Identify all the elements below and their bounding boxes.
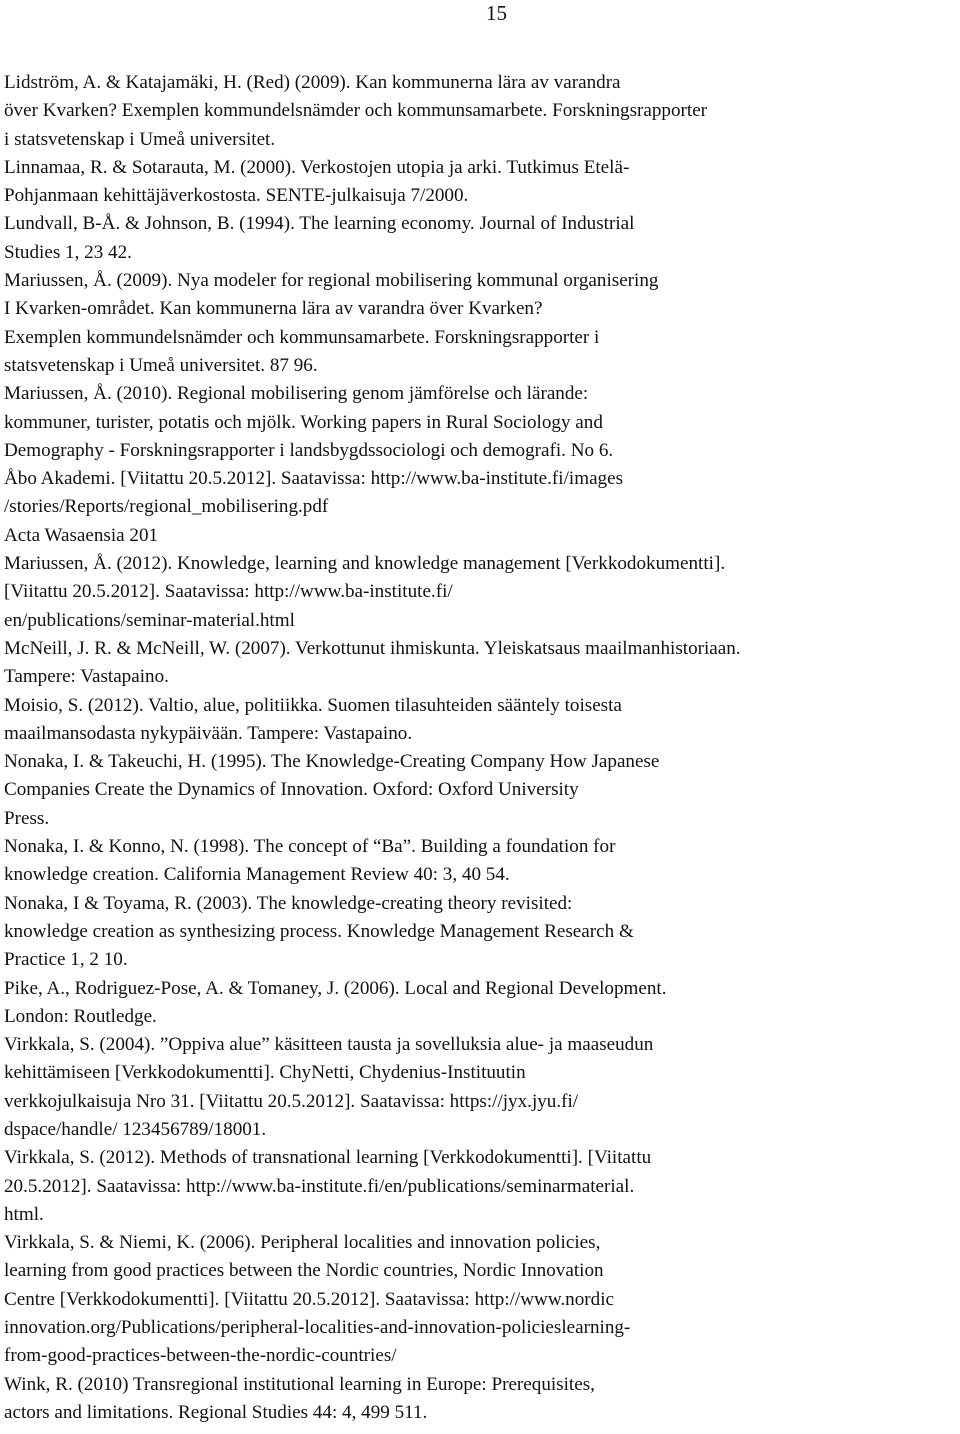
reference-line: maailmansodasta nykypäivään. Tampere: Vastapaino. [4,722,413,744]
reference-line: Virkkala, S. (2012). Methods of transnational learning [Verkkodokumentti]. [Viitattu [4,1147,652,1169]
reference-line: knowledge creation. California Management Review 40: 3, 40 54. [4,864,510,886]
reference-line: London: Routledge. [4,1005,157,1027]
reference-line: Studies 1, 23 42. [4,241,132,263]
ref-nonaka-1998 [4,833,960,890]
reference-line: Pike, A., Rodriguez-Pose, A. & Tomaney, J. (2006). Local and Regional Development. [4,977,667,999]
reference-line: knowledge creation as synthesizing process. Knowledge Management Research & [4,920,634,942]
reference-line: Companies Create the Dynamics of Innovation. Oxford: Oxford University [4,779,579,801]
ref-virkkala-2006 [4,1229,960,1370]
reference-line: Pohjanmaan kehittäjäverkostosta. SENTE-julkaisuja 7/2000. [4,185,469,207]
reference-line: innovation.org/Publications/peripheral-localities-and-innovation-policieslearning- [4,1317,631,1339]
reference-line: dspace/handle/ 123456789/18001. [4,1118,267,1140]
reference-line: Mariussen, Å. (2010). Regional mobilisering genom jämförelse och lärande: [4,383,589,405]
reference-line: learning from good practices between the Nordic countries, Nordic Innovation [4,1260,604,1282]
ref-linnamaa-2000 [4,154,960,211]
reference-line: över Kvarken? Exemplen kommundelsnämder och kommunsamarbete. Forskningsrapporter [4,100,708,122]
page-number: 15 [486,1,507,25]
ref-virkkala-2012 [4,1144,960,1229]
reference-line: I Kvarken-området. Kan kommunerna lära av varandra över Kvarken? [4,298,543,320]
ref-mariussen-2010 [4,380,960,550]
reference-line: Nonaka, I & Toyama, R. (2003). The knowledge-creating theory revisited: [4,892,573,914]
reference-line: Tampere: Vastapaino. [4,666,169,688]
ref-moisio-2012 [4,692,960,749]
reference-line: Practice 1, 2 10. [4,949,128,971]
reference-line: Åbo Akademi. [Viitattu 20.5.2012]. Saatavissa: http://www.ba-institute.fi/images [4,468,624,490]
ref-mariussen-2009 [4,267,960,380]
reference-line: i statsvetenskap i Umeå universitet. [4,128,276,150]
reference-line: Mariussen, Å. (2012). Knowledge, learning and knowledge management [Verkkodokumentti]. [4,553,726,575]
ref-pike-2006 [4,975,960,1032]
ref-nonaka-1995 [4,748,960,833]
reference-line: Exemplen kommundelsnämder och kommunsamarbete. Forskningsrapporter i [4,326,600,348]
ref-virkkala-2004 [4,1031,960,1144]
ref-mcneill-2007 [4,635,960,692]
ref-lundvall-1994 [4,210,960,267]
reference-line: Centre [Verkkodokumentti]. [Viitattu 20.5.2012]. Saatavissa: http://www.nordic [4,1288,614,1310]
ref-lidstrom-2009 [4,69,960,154]
reference-list [4,69,960,1427]
reference-line: Nonaka, I. & Konno, N. (1998). The concept of “Ba”. Building a foundation for [4,836,616,858]
reference-line: en/publications/seminar-material.html [4,609,295,631]
reference-line: html. [4,1203,44,1225]
reference-line: from-good-practices-between-the-nordic-countries/ [4,1345,397,1367]
reference-line: Lidström, A. & Katajamäki, H. (Red) (2009). Kan kommunerna lära av varandra [4,72,621,93]
reference-line: kommuner, turister, potatis och mjölk. Working papers in Rural Sociology and [4,411,603,433]
reference-line: 20.5.2012]. Saatavissa: http://www.ba-institute.fi/en/publications/seminarmaterial. [4,1175,635,1197]
reference-line: Wink, R. (2010) Transregional institutional learning in Europe: Prerequisites, [4,1373,595,1395]
reference-line: Virkkala, S. (2004). ”Oppiva alue” käsitteen tausta ja sovelluksia alue- ja maaseudun [4,1034,654,1056]
reference-line: actors and limitations. Regional Studies 44: 4, 499 511. [4,1401,428,1423]
ref-mariussen-2012 [4,550,960,635]
ref-wink-2010 [4,1371,960,1428]
reference-line: [Viitattu 20.5.2012]. Saatavissa: http://www.ba-institute.fi/ [4,581,453,603]
reference-line: McNeill, J. R. & McNeill, W. (2007). Verkottunut ihmiskunta. Yleiskatsaus maailmanhistoriaan. [4,637,741,659]
reference-line: Mariussen, Å. (2009). Nya modeler for regional mobilisering kommunal organisering [4,270,659,292]
ref-nonaka-2003 [4,890,960,975]
reference-line: verkkojulkaisuja Nro 31. [Viitattu 20.5.2012]. Saatavissa: https://jyx.jyu.fi/ [4,1090,579,1112]
reference-line: Nonaka, I. & Takeuchi, H. (1995). The Knowledge-Creating Company How Japanese [4,751,660,773]
reference-line: statsvetenskap i Umeå universitet. 87 96. [4,354,318,376]
reference-line: Virkkala, S. & Niemi, K. (2006). Peripheral localities and innovation policies, [4,1232,601,1254]
reference-line: /stories/Reports/regional_mobilisering.pdf [4,496,329,518]
reference-line: Press. [4,807,50,829]
reference-line: Acta Wasaensia 201 [4,524,159,546]
reference-line: Linnamaa, R. & Sotarauta, M. (2000). Verkostojen utopia ja arki. Tutkimus Etelä- [4,156,630,178]
reference-line: Demography - Forskningsrapporter i landsbygdssociologi och demografi. No 6. [4,439,614,461]
reference-line: Lundvall, B-Å. & Johnson, B. (1994). The learning economy. Journal of Industrial [4,213,635,235]
reference-line: kehittämiseen [Verkkodokumentti]. ChyNetti, Chydenius-Instituutin [4,1062,526,1084]
reference-line: Moisio, S. (2012). Valtio, alue, politiikka. Suomen tilasuhteiden sääntely toisesta [4,694,622,716]
